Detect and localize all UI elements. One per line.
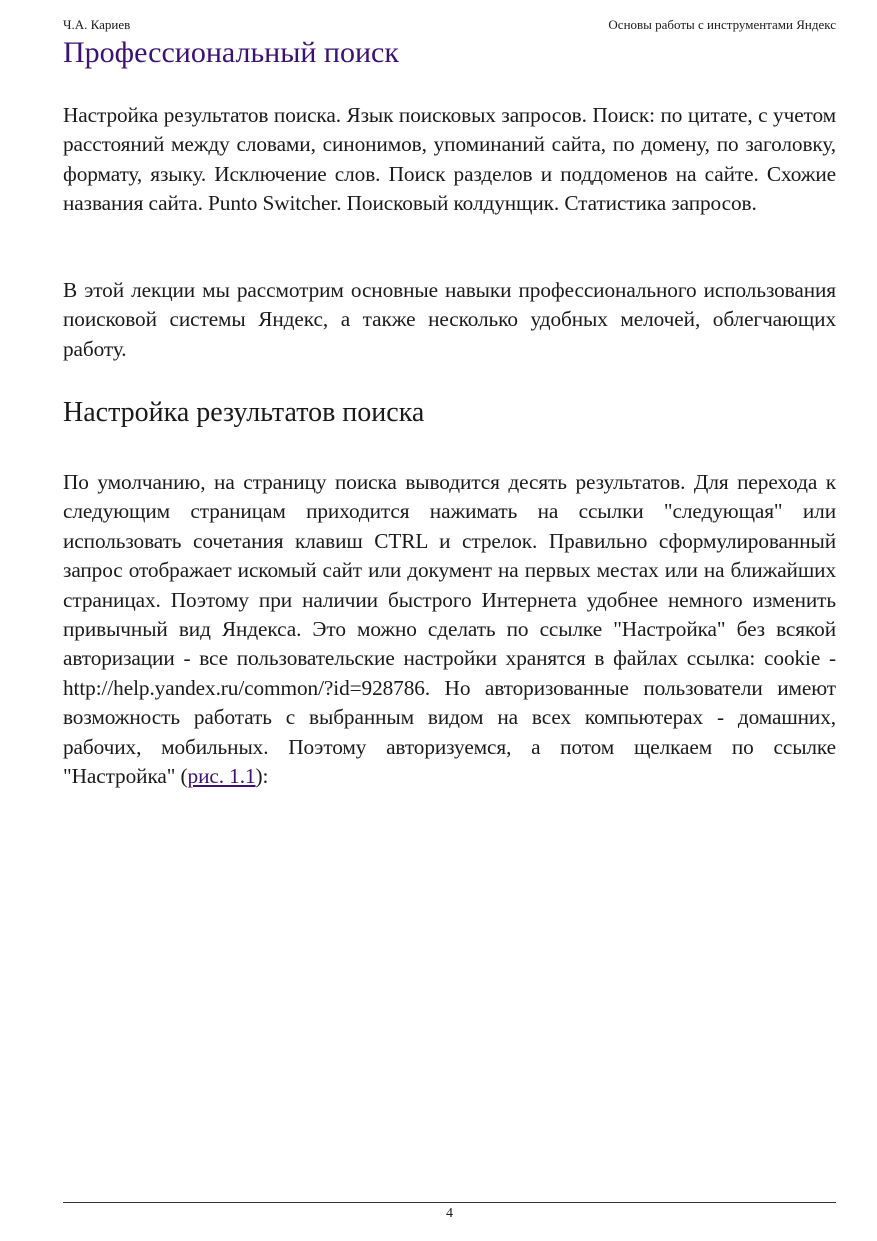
page-number: 4 [446,1206,453,1221]
chapter-abstract: Настройка результатов поиска. Язык поисковых запросов. Поиск: по цитате, с учетом расстояний между словами, синонимов, упоминаний сайта, по домену, по заголовку, формату, языку. Исключение слов. Поиск разделов и поддоменов на сайте. Схожие названия сайта. Punto Switcher. Поисковый колдунщик. Статистика запросов. [63,103,836,216]
paragraph-text: По умолчанию, на страницу поиска выводится десять результатов. Для перехода к следующим страницам приходится нажимать на ссылки "следующая" или использовать сочетания клавиш CTRL и стрелок. Правильно сформулированный запрос отображает искомый сайт или документ на первых местах или на ближайших страницах. Поэтому при наличии быстрого Интернета удобнее немного изменить привычный вид Яндекса. Это можно сделать по ссылке "Настройка" без всякой авторизации - все пользовательские настройки хранятся в файлах ссылка: cookie - http://help.yandex.ru/common/?id=928786. Но авторизованные пользователи имеют возможность работать с выбранным видом на всех компьютерах - домашних, рабочих, мобильных. Поэтому авторизуемся, а потом щелкаем по ссылке "Настройка" ( [63,470,836,789]
figure-reference-link[interactable]: рис. 1.1 [187,764,256,789]
chapter-title: Профессиональный поиск [63,36,399,69]
paragraph-text-end: ): [255,764,269,789]
section-title: Настройка результатов поиска [63,397,425,428]
section-paragraph [63,468,836,791]
footer-divider [63,1202,836,1203]
header-course-title: Основы работы с инструментами Яндекс [608,17,836,32]
header-author: Ч.А. Кариев [63,17,131,32]
running-header [63,17,836,37]
document-page [63,0,836,1241]
intro-paragraph: В этой лекции мы рассмотрим основные навыки профессионального использования поисковой системы Яндекс, а также несколько удобных мелочей, облегчающих работу. [63,278,836,361]
